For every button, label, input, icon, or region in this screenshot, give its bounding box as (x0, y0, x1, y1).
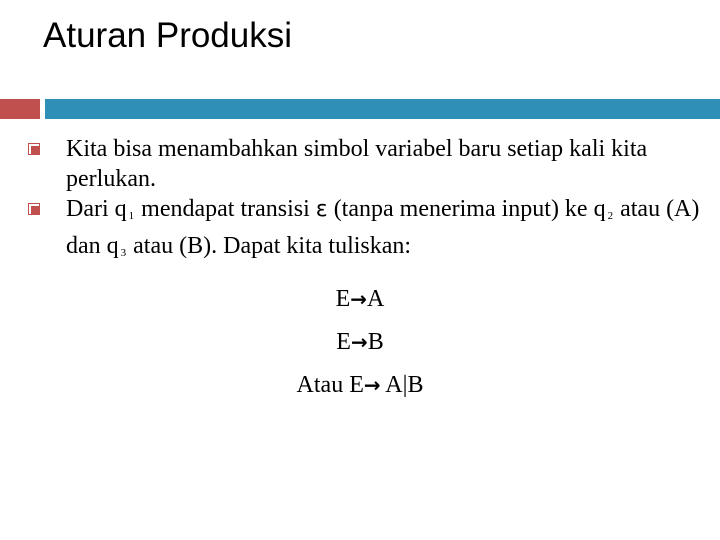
rule-rhs: A (367, 286, 385, 312)
arrow-icon: → (350, 287, 368, 311)
bullet-text-part: mendapat transisi (141, 196, 310, 222)
bullet-text-part: atau (A) dan q (66, 196, 700, 259)
bullet-text-part: Dari q (66, 196, 127, 222)
epsilon-symbol: ε (315, 197, 328, 222)
rule-lhs: E (335, 286, 351, 312)
bullet-text-part: atau (B). Dapat kita tuliskan: (133, 233, 412, 259)
production-rule-1 (0, 284, 720, 314)
subscript: 3 (120, 247, 127, 259)
arrow-icon: → (363, 373, 381, 397)
bullet-item-1 (28, 134, 708, 194)
rule-rhs: B (367, 329, 384, 355)
bullet-item-2 (28, 194, 708, 268)
rule-lhs: Atau E (296, 372, 364, 398)
accent-bar-red (0, 99, 40, 119)
rule-lhs: E (336, 329, 351, 355)
accent-bar-blue (45, 99, 720, 119)
subscript: 1 (128, 210, 135, 222)
production-rule-2 (0, 327, 720, 357)
rule-rhs: A|B (380, 372, 424, 398)
bullet-text: Kita bisa menambahkan simbol variabel baru setiap kali kita perlukan. (66, 136, 648, 192)
square-bullet-icon (28, 203, 40, 215)
bullet-list (28, 134, 708, 268)
production-rule-3 (0, 370, 720, 400)
subscript: 2 (607, 210, 614, 222)
slide-title: Aturan Produksi (43, 16, 293, 55)
arrow-icon: → (350, 330, 368, 354)
bullet-text-part: (tanpa menerima input) ke q (327, 196, 606, 222)
square-bullet-icon (28, 143, 40, 155)
